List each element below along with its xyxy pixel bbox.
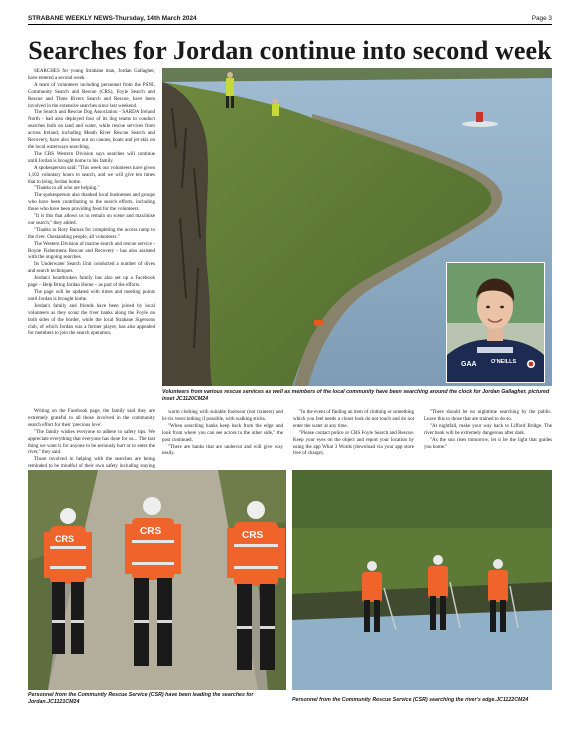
story-paragraph: "There are banks that are undercut and will give way easily. bbox=[162, 443, 283, 457]
story-paragraph: A team of volunteers including personnel from the PSNI, Community Search and Rescue (CRS), Foyle Search and Rescue and Three Rivers Search and Rescue, have been involved in the extensive searches since last weekend. bbox=[28, 81, 155, 109]
inset-portrait-jordan bbox=[446, 262, 545, 383]
story-paragraph: The Search and Rescue Dog Association - SARDA Ireland North - had also deployed four of its dog teams to conduct searches both on land and water, while rescue services from across Ireland, including Meath River Rescue Search and Recovery, have also been out on canoes, boats and jet skis on the local waterways searching. bbox=[28, 109, 155, 150]
story-paragraph: Writing on the Facebook page, the family said they are extremely grateful to all those involved in the community search effort for their 'precious love'. bbox=[28, 408, 155, 428]
story-paragraph: "It is this that allows us to remain on scene and maximise our search," they added. bbox=[28, 213, 155, 226]
story-column-left bbox=[28, 68, 155, 408]
page-headline: Searches for Jordan continue into second week bbox=[28, 36, 552, 65]
crs-label-2: CRS bbox=[140, 526, 162, 537]
story-paragraph: The page will be updated with times and meeting points until Jordan is brought home. bbox=[28, 289, 155, 302]
story-paragraph: A spokesperson said: "This week our volunteers have given 1,102 voluntary hours to search, and we will give ten times that to bring Jordan home. bbox=[28, 164, 155, 185]
story-paragraph: "There should be no nighttime searching by the public. Leave this to those that are trained to do so. bbox=[424, 409, 552, 422]
story-paragraph: SEARCHES for young Strabane man, Jordan Gallagher, have entered a second week. bbox=[28, 68, 155, 81]
story-paragraph: The spokesperson also thanked local businesses and groups who have been contributing to the search efforts, including those who have been providing food for the volunteers. bbox=[28, 192, 155, 213]
publication-dateline: STRABANE WEEKLY NEWS-Thursday, 14th March 2024 bbox=[28, 15, 197, 22]
story-column-3 bbox=[293, 409, 414, 469]
page-number: Page 3 bbox=[531, 15, 552, 22]
story-column-2 bbox=[162, 409, 283, 469]
photo-crs-volunteers-back bbox=[28, 470, 286, 690]
jersey-gaa-text: GAA bbox=[461, 361, 477, 368]
story-paragraph: "Thanks to Rory Barnes for completing the access ramp to the river. Outstanding people, all volunteers." bbox=[28, 226, 155, 240]
story-column-4 bbox=[424, 409, 552, 469]
crs-label-1: CRS bbox=[55, 534, 75, 544]
story-paragraph: Jordan's family and friends have been joined by local volunteers as they scour the river banks along the Foyle on both sides of the border, while the local Strabane Sigersons club, of which Jordan was a former player, has also appealed for members to join the search operation. bbox=[28, 302, 155, 337]
story-column-left-continued bbox=[28, 408, 155, 470]
story-paragraph: "Thanks to all who are helping." bbox=[34, 185, 100, 192]
story-paragraph: "The family wishes everyone to adhere to safety tips. We appreciate everything that everyone has done for us... The last thing we want is for anyone to be seriously hurt or to enter the river," they said. bbox=[28, 428, 155, 456]
story-paragraph: Jordan's heartbroken family has also set up a Facebook page – Help Bring Jordan Home – as part of the efforts. bbox=[28, 275, 155, 289]
story-paragraph: "When searching banks keep back from the edge and look from where you can see across to the other side," the post continued. bbox=[162, 422, 283, 443]
story-paragraph: "Please contact police or CRS Foyle Search and Rescue. Keep your eyes on the object and report your location by using the app What 3 Words (download via your app store free of charge). bbox=[293, 429, 414, 457]
jersey-sponsor-text: O'NEILLS bbox=[491, 359, 517, 365]
bottom-right-caption: Personnel from the Community Rescue Service (CSR) searching the river's edge.JC1122CM24 bbox=[292, 697, 529, 703]
bottom-left-caption: Personnel from the Community Rescue Service (CSR) have been leading the searches for Jordan.JC1121CM24 bbox=[28, 692, 254, 705]
story-paragraph: warm clothing with suitable footwear (not trainers) and hi-vis vest/clothing if possible, with walking sticks. bbox=[162, 409, 283, 422]
story-paragraph: Its Underwater Search Unit conducted a number of dives and search techniques. bbox=[28, 261, 155, 275]
story-paragraph: Those involved in helping with the searches are being reminded to be mindful of their own safety including staying bbox=[28, 456, 155, 470]
story-paragraph: "At nightfall, make your way back to Lifford Bridge. The river bank will be extremely dangerous after dark. bbox=[424, 422, 552, 436]
main-photo-caption: Volunteers from various rescue services as well as members of the local community have been searching around the clock for Jordan Gallagher, pictured inset JC1120CM24 bbox=[162, 389, 550, 402]
crs-label-3: CRS bbox=[242, 530, 264, 541]
photo-crs-rivers-edge bbox=[292, 470, 552, 690]
header-rule bbox=[28, 24, 552, 25]
story-paragraph: "In the event of finding an item of clothing or something which you feel needs a closer look do not touch and do not enter the water at any time. bbox=[293, 409, 414, 429]
story-paragraph: The CRS Western Division says searches will continue until Jordan is brought home to his family. bbox=[28, 150, 155, 164]
story-paragraph: "As the sun rises tomorrow, let it be the light that guides you home." bbox=[424, 436, 552, 450]
story-paragraph: The Western Division of marine search and rescue service - Boyne Fishermens Rescue and Recovery - has also assisted with the ongoing searches. bbox=[28, 240, 155, 261]
